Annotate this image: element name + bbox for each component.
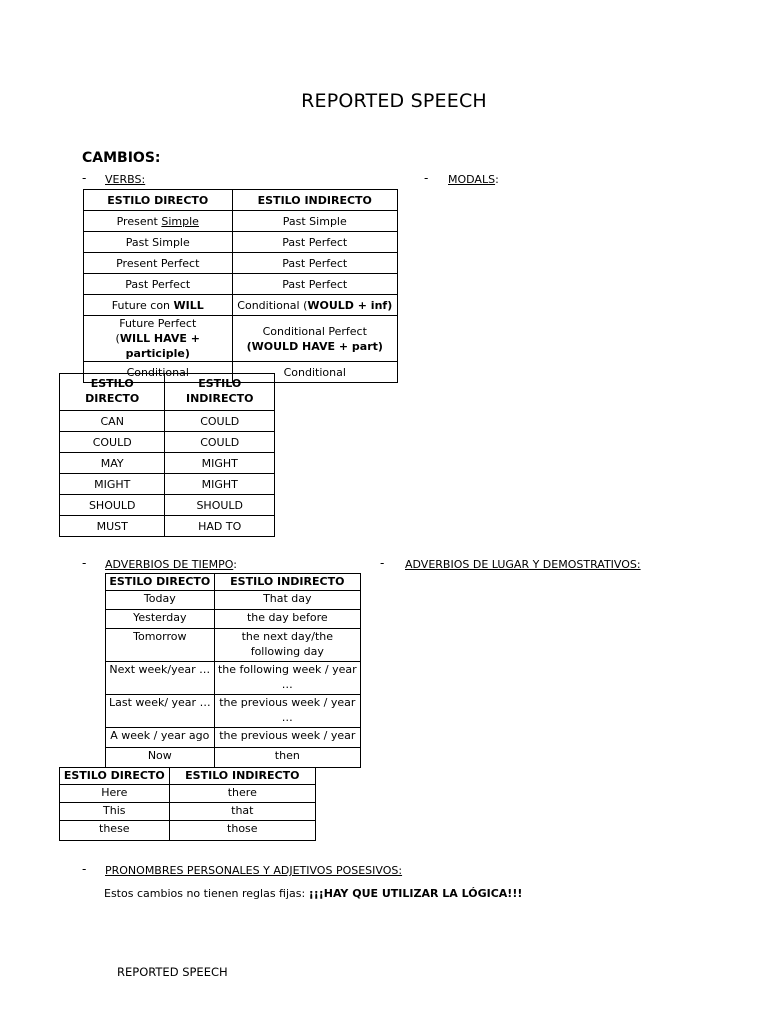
modals-label: MODALS xyxy=(448,173,496,186)
table-row xyxy=(106,748,361,768)
direct-cell: Present Perfect xyxy=(84,253,233,274)
indirect-cell: Past Simple xyxy=(232,211,397,232)
direct-cell: COULD xyxy=(60,432,165,453)
indirect-cell: MIGHT xyxy=(165,453,275,474)
adverbios-lugar-label: ADVERBIOS DE LUGAR Y DEMOSTRATIVOS: xyxy=(405,558,641,571)
bullet-adverbios-lugar: - xyxy=(380,556,385,570)
direct-cell: Last week/ year … xyxy=(106,695,215,728)
adverbios-tiempo-label: ADVERBIOS DE TIEMPO xyxy=(105,558,234,571)
indirect-cell: the day before xyxy=(214,610,360,629)
indirect-cell: SHOULD xyxy=(165,495,275,516)
indirect-cell: the next day/the following day xyxy=(214,629,360,662)
bullet-adverbios-tiempo: - xyxy=(82,556,87,570)
table-row xyxy=(106,610,361,629)
indirect-cell: the previous week / year … xyxy=(214,695,360,728)
page-title: REPORTED SPEECH xyxy=(301,90,487,112)
page-footer: REPORTED SPEECH xyxy=(117,965,228,979)
indirect-cell: Conditional Perfect (WOULD HAVE + part) xyxy=(232,316,397,362)
header-estilo-directo: ESTILO DIRECTO xyxy=(60,768,170,785)
table-row xyxy=(84,295,398,316)
pronombres-note-emphasis: ¡¡¡HAY QUE UTILIZAR LA LÓGICA!!! xyxy=(308,887,523,900)
table-row xyxy=(60,453,275,474)
section-heading: CAMBIOS: xyxy=(82,150,161,166)
verbs-label: VERBS: xyxy=(105,173,146,186)
direct-cell: Future Perfect (WILL HAVE + participle) xyxy=(84,316,233,362)
indirect-cell: the previous week / year xyxy=(214,728,360,748)
indirect-cell: Conditional (WOULD + inf) xyxy=(232,295,397,316)
direct-cell: Present Simple xyxy=(84,211,233,232)
direct-cell: Yesterday xyxy=(106,610,215,629)
table-row xyxy=(106,728,361,748)
adverbios-tiempo-label-wrap xyxy=(105,558,237,571)
direct-cell: Next week/year … xyxy=(106,662,215,695)
table-row xyxy=(106,662,361,695)
indirect-cell: Past Perfect xyxy=(232,274,397,295)
table-row xyxy=(60,821,316,841)
direct-cell: A week / year ago xyxy=(106,728,215,748)
table-header-row xyxy=(106,574,361,591)
header-estilo-indirecto: ESTILO INDIRECTO xyxy=(232,190,397,211)
indirect-cell: HAD TO xyxy=(165,516,275,537)
bullet-verbs: - xyxy=(82,171,87,185)
table-row xyxy=(60,495,275,516)
direct-cell: Past Perfect xyxy=(84,274,233,295)
direct-cell: CAN xyxy=(60,411,165,432)
direct-cell: Now xyxy=(106,748,215,768)
table-row xyxy=(84,316,398,362)
direct-cell: Tomorrow xyxy=(106,629,215,662)
direct-cell: MUST xyxy=(60,516,165,537)
bullet-pronombres: - xyxy=(82,862,87,876)
modals-table xyxy=(59,373,275,537)
header-estilo-directo: ESTILO DIRECTO xyxy=(84,190,233,211)
table-row xyxy=(60,474,275,495)
modals-label-wrap xyxy=(448,173,499,186)
header-estilo-indirecto: ESTILO INDIRECTO xyxy=(169,768,315,785)
indirect-cell: MIGHT xyxy=(165,474,275,495)
direct-cell: these xyxy=(60,821,170,841)
table-row xyxy=(84,274,398,295)
header-estilo-indirecto: ESTILO INDIRECTO xyxy=(165,374,275,411)
indirect-cell: Past Perfect xyxy=(232,232,397,253)
table-row xyxy=(84,232,398,253)
direct-cell: Here xyxy=(60,785,170,803)
table-row xyxy=(106,591,361,610)
verbs-table xyxy=(83,189,398,383)
table-row xyxy=(106,629,361,662)
table-row xyxy=(60,516,275,537)
table-row xyxy=(84,253,398,274)
direct-cell: Past Simple xyxy=(84,232,233,253)
table-header-row xyxy=(60,768,316,785)
direct-cell: Today xyxy=(106,591,215,610)
indirect-cell: those xyxy=(169,821,315,841)
direct-cell: MAY xyxy=(60,453,165,474)
header-estilo-directo: ESTILO DIRECTO xyxy=(60,374,165,411)
table-row xyxy=(84,211,398,232)
table-header-row xyxy=(84,190,398,211)
modals-label-suffix: : xyxy=(495,173,499,186)
indirect-cell: Conditional xyxy=(232,362,397,383)
direct-cell: Future con WILL xyxy=(84,295,233,316)
table-row xyxy=(60,432,275,453)
indirect-cell: Past Perfect xyxy=(232,253,397,274)
direct-cell: Conditional xyxy=(84,362,233,383)
indirect-cell: COULD xyxy=(165,432,275,453)
pronombres-note xyxy=(104,887,522,900)
adverbios-tiempo-table xyxy=(105,573,361,768)
direct-cell: MIGHT xyxy=(60,474,165,495)
indirect-cell: that xyxy=(169,803,315,821)
indirect-cell: then xyxy=(214,748,360,768)
bullet-modals: - xyxy=(424,171,429,185)
indirect-cell: there xyxy=(169,785,315,803)
table-header-row xyxy=(60,374,275,411)
adverbios-tiempo-label-suffix: : xyxy=(233,558,237,571)
table-row xyxy=(106,695,361,728)
indirect-cell: the following week / year … xyxy=(214,662,360,695)
table-row xyxy=(60,785,316,803)
indirect-cell: COULD xyxy=(165,411,275,432)
table-row xyxy=(60,803,316,821)
header-estilo-directo: ESTILO DIRECTO xyxy=(106,574,215,591)
pronombres-label: PRONOMBRES PERSONALES Y ADJETIVOS POSESIVOS: xyxy=(105,864,403,877)
header-estilo-indirecto: ESTILO INDIRECTO xyxy=(214,574,360,591)
direct-cell: SHOULD xyxy=(60,495,165,516)
pronombres-note-text: Estos cambios no tienen reglas fijas: xyxy=(104,887,309,900)
table-row xyxy=(60,411,275,432)
direct-cell: This xyxy=(60,803,170,821)
indirect-cell: That day xyxy=(214,591,360,610)
adverbios-lugar-table xyxy=(59,767,316,841)
